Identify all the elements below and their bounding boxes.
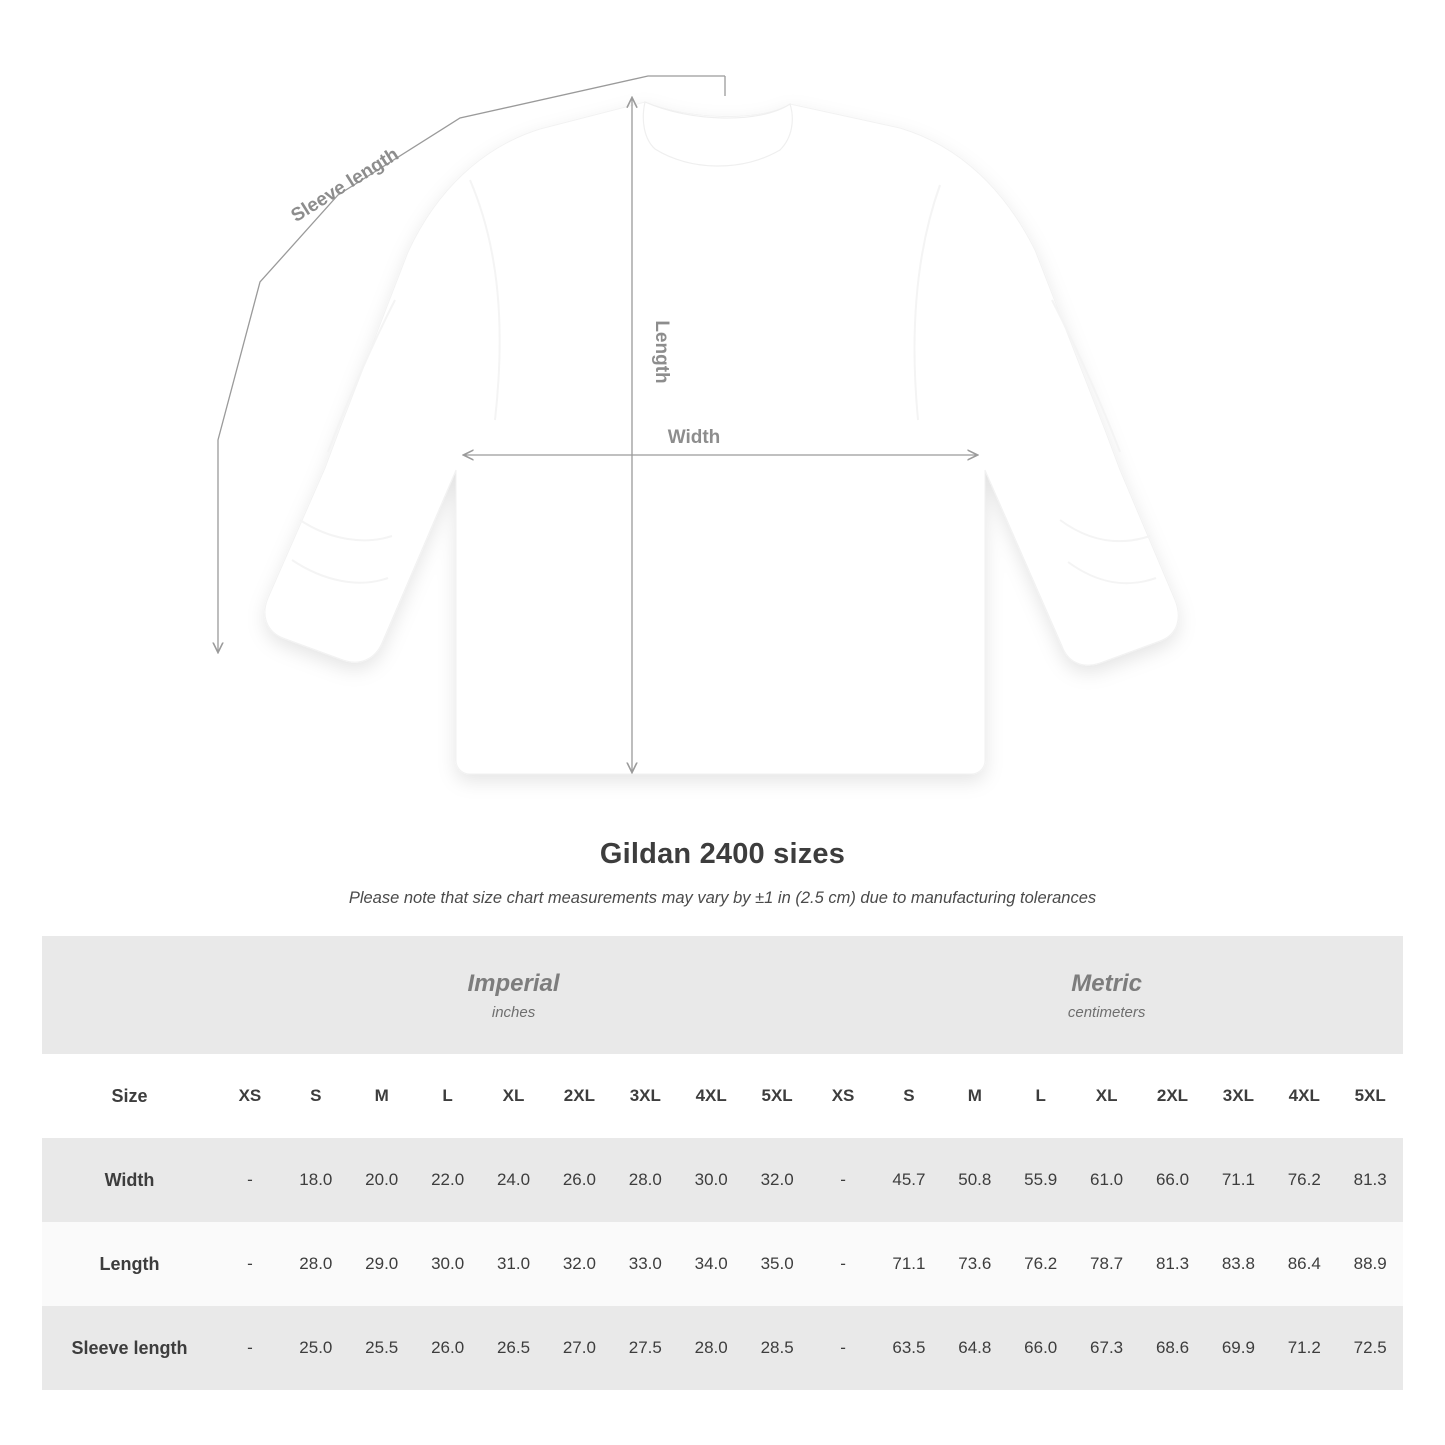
data-cell: 28.0 bbox=[283, 1222, 349, 1306]
data-cell: 33.0 bbox=[612, 1222, 678, 1306]
data-cell: 68.6 bbox=[1140, 1306, 1206, 1390]
data-cell: 66.0 bbox=[1008, 1306, 1074, 1390]
data-cell: - bbox=[810, 1138, 876, 1222]
data-cell: - bbox=[217, 1222, 283, 1306]
data-cell: 30.0 bbox=[678, 1138, 744, 1222]
data-cell: 81.3 bbox=[1140, 1222, 1206, 1306]
data-cell: 25.0 bbox=[283, 1306, 349, 1390]
data-cell: 20.0 bbox=[349, 1138, 415, 1222]
chart-note: Please note that size chart measurements may vary by ±1 in (2.5 cm) due to manufacturing tolerances bbox=[348, 889, 1097, 907]
data-cell: 26.5 bbox=[481, 1306, 547, 1390]
data-cell: 83.8 bbox=[1205, 1222, 1271, 1306]
unit-group-metric bbox=[810, 936, 1403, 1054]
size-header-cell: 5XL bbox=[744, 1054, 810, 1138]
chart-title-block bbox=[0, 838, 1445, 908]
data-cell: 32.0 bbox=[744, 1138, 810, 1222]
data-cell: 30.0 bbox=[415, 1222, 481, 1306]
data-cell: 78.7 bbox=[1074, 1222, 1140, 1306]
data-cell: 64.8 bbox=[942, 1306, 1008, 1390]
data-cell: 73.6 bbox=[942, 1222, 1008, 1306]
width-label: Width bbox=[667, 427, 721, 448]
data-cell: 61.0 bbox=[1074, 1138, 1140, 1222]
data-cell: 24.0 bbox=[481, 1138, 547, 1222]
data-cell: 71.1 bbox=[876, 1222, 942, 1306]
unit-spacer-cell bbox=[42, 936, 217, 1054]
size-header-cell: 2XL bbox=[546, 1054, 612, 1138]
row-header-size: Size bbox=[42, 1054, 217, 1138]
data-cell: 76.2 bbox=[1271, 1138, 1337, 1222]
data-cell: - bbox=[810, 1306, 876, 1390]
data-cell: 32.0 bbox=[546, 1222, 612, 1306]
size-header-cell: XL bbox=[1074, 1054, 1140, 1138]
data-cell: 71.2 bbox=[1271, 1306, 1337, 1390]
size-header-cell: XS bbox=[217, 1054, 283, 1138]
size-header-cell: M bbox=[349, 1054, 415, 1138]
data-cell: 50.8 bbox=[942, 1138, 1008, 1222]
unit-group-imperial bbox=[217, 936, 810, 1054]
shirt-shape bbox=[265, 102, 1178, 774]
size-header-cell: M bbox=[942, 1054, 1008, 1138]
size-header-cell: XL bbox=[481, 1054, 547, 1138]
data-cell: 76.2 bbox=[1008, 1222, 1074, 1306]
data-cell: 29.0 bbox=[349, 1222, 415, 1306]
size-header-cell: 3XL bbox=[612, 1054, 678, 1138]
size-table bbox=[42, 936, 1403, 1390]
chart-title: Gildan 2400 sizes bbox=[599, 838, 846, 870]
size-header-cell: S bbox=[876, 1054, 942, 1138]
size-header-cell: L bbox=[1008, 1054, 1074, 1138]
data-cell: 25.5 bbox=[349, 1306, 415, 1390]
data-cell: 35.0 bbox=[744, 1222, 810, 1306]
size-header-cell: 5XL bbox=[1337, 1054, 1403, 1138]
size-header-row bbox=[42, 1054, 1403, 1138]
data-cell: 28.5 bbox=[744, 1306, 810, 1390]
table-row bbox=[42, 1306, 1403, 1390]
data-cell: 34.0 bbox=[678, 1222, 744, 1306]
data-cell: 26.0 bbox=[546, 1138, 612, 1222]
unit-group-metric-name: Metric bbox=[1071, 970, 1142, 997]
size-header-cell: L bbox=[415, 1054, 481, 1138]
size-header-cell: 3XL bbox=[1205, 1054, 1271, 1138]
row-label-length: Length bbox=[42, 1222, 217, 1306]
data-cell: 69.9 bbox=[1205, 1306, 1271, 1390]
data-cell: 27.0 bbox=[546, 1306, 612, 1390]
data-cell: - bbox=[810, 1222, 876, 1306]
unit-header-row bbox=[42, 936, 1403, 1054]
data-cell: 22.0 bbox=[415, 1138, 481, 1222]
size-header-cell: XS bbox=[810, 1054, 876, 1138]
data-cell: 66.0 bbox=[1140, 1138, 1206, 1222]
data-cell: 71.1 bbox=[1205, 1138, 1271, 1222]
size-header-cell: 4XL bbox=[1271, 1054, 1337, 1138]
data-cell: 45.7 bbox=[876, 1138, 942, 1222]
data-cell: 28.0 bbox=[612, 1138, 678, 1222]
length-label: Length bbox=[651, 320, 672, 384]
data-cell: 26.0 bbox=[415, 1306, 481, 1390]
data-cell: - bbox=[217, 1138, 283, 1222]
data-cell: 18.0 bbox=[283, 1138, 349, 1222]
sleeve-length-label: Sleeve length bbox=[287, 143, 403, 227]
data-cell: 63.5 bbox=[876, 1306, 942, 1390]
row-label-width: Width bbox=[42, 1138, 217, 1222]
data-cell: 81.3 bbox=[1337, 1138, 1403, 1222]
data-cell: - bbox=[217, 1306, 283, 1390]
data-cell: 31.0 bbox=[481, 1222, 547, 1306]
unit-group-imperial-sub: inches bbox=[491, 1004, 536, 1021]
table-row bbox=[42, 1138, 1403, 1222]
size-header-cell: S bbox=[283, 1054, 349, 1138]
size-header-cell: 2XL bbox=[1140, 1054, 1206, 1138]
data-cell: 86.4 bbox=[1271, 1222, 1337, 1306]
data-cell: 72.5 bbox=[1337, 1306, 1403, 1390]
data-cell: 67.3 bbox=[1074, 1306, 1140, 1390]
unit-group-metric-sub: centimeters bbox=[1067, 1004, 1146, 1021]
data-cell: 27.5 bbox=[612, 1306, 678, 1390]
size-header-cell: 4XL bbox=[678, 1054, 744, 1138]
table-row bbox=[42, 1222, 1403, 1306]
data-cell: 55.9 bbox=[1008, 1138, 1074, 1222]
data-cell: 28.0 bbox=[678, 1306, 744, 1390]
data-cell: 88.9 bbox=[1337, 1222, 1403, 1306]
unit-group-imperial-name: Imperial bbox=[467, 970, 560, 997]
row-label-sleeve-length: Sleeve length bbox=[42, 1306, 217, 1390]
size-table-wrap bbox=[42, 936, 1403, 1390]
